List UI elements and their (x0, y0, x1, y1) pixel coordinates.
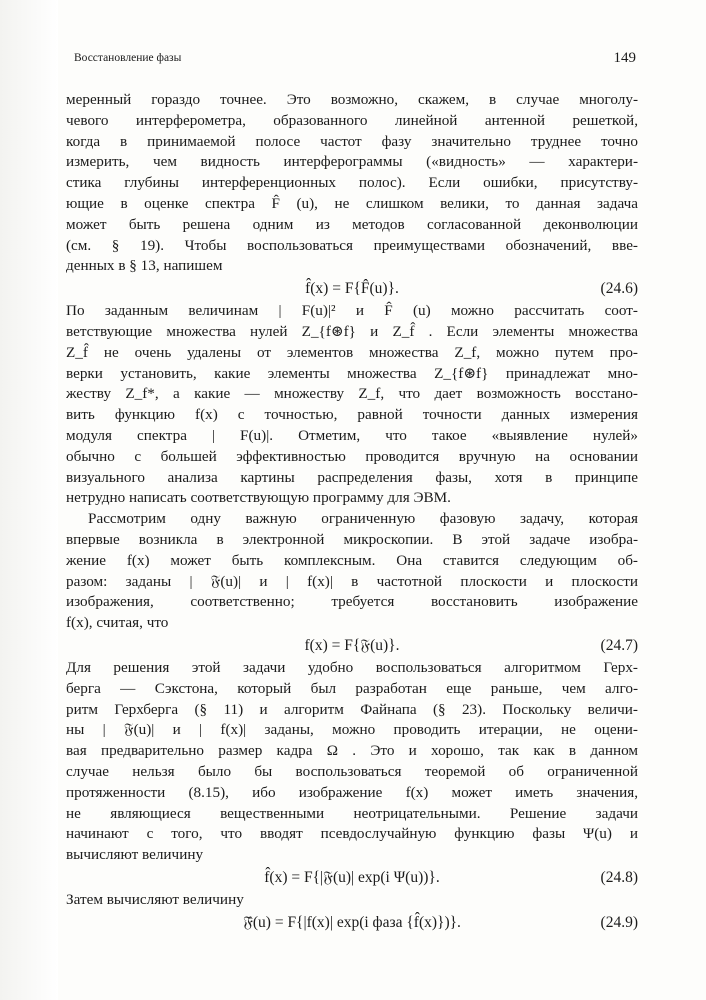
text-line: впервые возникла в электронной микроскопии. В этой задаче изобра- (66, 530, 638, 548)
text-line: не являющиеся вещественными неотрицательными. Решение задачи (66, 804, 638, 822)
text-line: случае нельзя было бы воспользоваться теоремой об ограниченной (66, 762, 638, 780)
text-line: Рассмотрим одну важную ограниченную фазовую задачу, которая (88, 510, 638, 528)
equation-24-7 (66, 634, 638, 658)
text-line: верки установить, какие элементы множества Z_{f⊛f} принадлежат мно- (66, 364, 638, 382)
text-line: вая предварительно размер кадра Ω . Это и хорошо, так как в данном (66, 742, 638, 760)
text-line: модуля спектра | F(u)|. Отметим, что такое «выявление нулей» (66, 426, 638, 444)
page-number: 149 (613, 50, 636, 66)
text-line: (см. § 19). Чтобы воспользоваться преимуществами обозначений, вве- (66, 236, 638, 254)
text-line: денных в § 13, напишем (66, 257, 223, 275)
equation-number: (24.9) (600, 913, 638, 931)
text-line: Затем вычисляют величину (66, 890, 244, 908)
text-line: ветствующие множества нулей Z_{f⊛f} и Z_f̂ . Если элементы множества (66, 322, 638, 340)
paragraph-2 (66, 301, 638, 509)
paragraph-1 (66, 90, 638, 277)
text-line: чевого интерферометра, образованного линейной антенной решеткой, (66, 111, 638, 129)
text-line: измерить, чем видность интерферограммы («видность» — характери- (66, 153, 638, 171)
text-line: разом: заданы | 𝔉(u)| и | f(x)| в частотной плоскости и плоскости (66, 572, 638, 590)
text-line: визуального анализа картины распределения фазы, хотя в принципе (66, 468, 638, 486)
text-line: протяженности (8.15), ибо изображение f(x) может иметь значения, (66, 783, 638, 801)
text-line: берга — Сэкстона, который был разработан еще раньше, чем алго- (66, 679, 638, 697)
text-line: жеству Z_f*, а какие — множеству Z_f, что дает возможность восстано- (66, 385, 638, 403)
text-line: когда в принимаемой полосе частот фазу значительно труднее точно (66, 132, 638, 150)
equation-number: (24.8) (600, 868, 638, 886)
equation-24-6 (66, 277, 638, 301)
text-line: По заданным величинам | F(u)|² и F̂ (u) можно рассчитать соот- (66, 302, 638, 320)
text-line: ющие в оценке спектра F̂ (u), не слишком велики, то данная задача (66, 194, 638, 212)
text-line: f(x), считая, что (66, 614, 169, 632)
text-line: начинают с того, что вводят псевдослучайную функцию фазы Ψ(u) и (66, 825, 638, 843)
text-line: ны | 𝔉(u)| и | f(x)| заданы, можно проводить итерации, не оцени- (66, 721, 638, 739)
page-gutter (0, 0, 58, 1000)
text-line: меренный гораздо точнее. Это возможно, скажем, в случае многолу- (66, 91, 638, 108)
chapter-title: Восстановление фазы (74, 52, 182, 64)
text-line: изображения, соответственно; требуется восстановить изображение (66, 593, 638, 611)
text-line: может быть решена одним из методов согласованной деконволюции (66, 215, 638, 233)
text-line: Для решения этой задачи удобно воспользоваться алгоритмом Герх- (66, 658, 638, 676)
text-line: обычно с большей эффективностью проводится вручную на основании (66, 447, 638, 465)
text-line: жение f(x) может быть комплексным. Она ставится следующим об- (66, 551, 638, 569)
equation-expression: 𝔉̂(u) = F{|f(x)| exp(i фаза {f̂(x)})}. (243, 913, 461, 931)
equation-24-8 (66, 866, 638, 890)
equation-expression: f̂(x) = F{F̂(u)}. (305, 280, 399, 298)
text-line: вить функцию f(x) с точностью, равной точности данных измерения (66, 406, 638, 424)
text-line: нетрудно написать соответствующую программу для ЭВМ. (66, 489, 451, 507)
text-line: Z_f̂ не очень удалены от элементов множества Z_f, можно путем про- (66, 343, 638, 361)
paragraph-3 (66, 509, 638, 634)
equation-number: (24.7) (600, 636, 638, 654)
text-line: ритм Герхберга (§ 11) и алгоритм Файнапа (§ 23). Поскольку величи- (66, 700, 638, 718)
page-body (66, 90, 638, 935)
equation-number: (24.6) (600, 280, 638, 298)
text-line: стика глубины интерференционных полос). Если ошибки, присутству- (66, 174, 638, 192)
text-line: вычисляют величину (66, 846, 204, 864)
equation-expression: f̂(x) = F{|𝔉(u)| exp(i Ψ(u))}. (264, 868, 440, 886)
running-header (74, 50, 636, 70)
paragraph-4 (66, 658, 638, 866)
equation-expression: f(x) = F{𝔉(u)}. (304, 636, 400, 654)
equation-24-9 (66, 911, 638, 935)
